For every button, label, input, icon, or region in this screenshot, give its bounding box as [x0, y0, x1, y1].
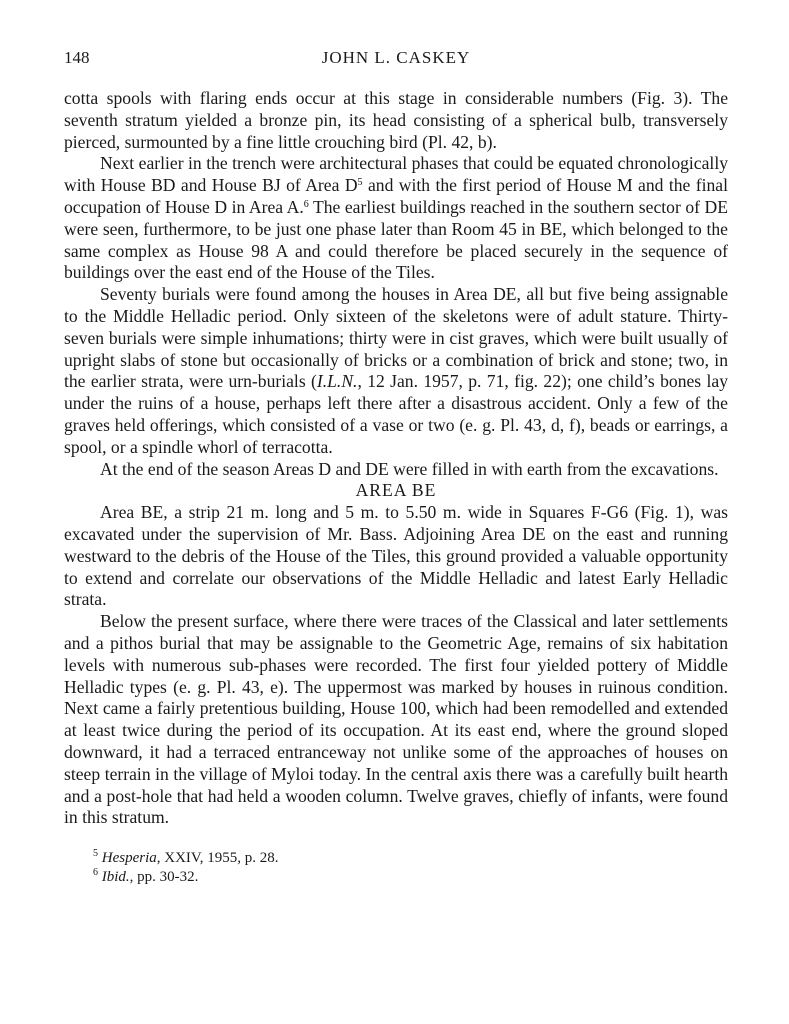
footnote-5	[64, 849, 728, 868]
body-text	[64, 88, 728, 829]
paragraph-3-part-b: , 12 Jan. 1957, p. 71, fig. 22); one child’s bones lay under the ruins of a house, perhaps left there after a disastrous accident. Only a few of the graves held offerings, which consisted of a vase or two (e. g. Pl. 43, d, f), beads or earrings, a spool, or a spindle whorl of terracotta.	[64, 371, 728, 457]
paragraph-5: Area BE, a strip 21 m. long and 5 m. to 5.50 m. wide in Squares F-G6 (Fig. 1), was excavated under the supervision of Mr. Bass. Adjoining Area DE on the east and running westward to the debris of the House of the Tiles, this ground provided a valuable opportunity to extend and correlate our observations of the Middle Helladic and latest Early Helladic strata.	[64, 502, 728, 610]
page-number: 148	[64, 48, 90, 67]
section-heading: AREA BE	[355, 480, 437, 501]
paragraph-3-part-a: Seventy burials were found among the houses in Area DE, all but five being assignable to the Middle Helladic period. Only sixteen of the skeletons were of adult stature. Thirty-seven burials were simple inhumations; thirty were in cist graves, which were built usually of upright slabs of stone but occasionally of bricks or a combination of brick and stone; two, in the earlier strata, were urn-burials (	[64, 284, 728, 392]
paragraph-3	[64, 284, 728, 458]
footnote-ref-6: 6	[303, 198, 309, 210]
page	[64, 48, 728, 887]
footnote-6-text: , pp. 30-32.	[129, 869, 199, 886]
footnote-5-title: Hesperia	[101, 850, 157, 867]
running-head: JOHN L. CASKEY	[321, 48, 471, 67]
paragraph-4: At the end of the season Areas D and DE were filled in with earth from the excavations.	[100, 458, 719, 479]
footnote-ref-5: 5	[357, 177, 363, 189]
paragraph-3-italic-citation: I.L.N.	[316, 371, 358, 392]
paragraph-6: Below the present surface, where there were traces of the Classical and later settlements and a pithos burial that may be assignable to the Geometric Age, remains of six habitation levels with numerous sub-phases were recorded. The first four yielded pottery of Middle Helladic types (e. g. Pl. 43, e). The uppermost was marked by houses in ruinous condition. Next came a fairly pretentious building, House 100, which had been remodelled and extended at least twice during the period of its occupation. At its east end, where the ground sloped downward, it had a terraced entranceway not unlike some of the approaches of houses on steep terrain in the village of Myloi today. In the central axis there was a carefully built hearth and a post-hole that had held a wooden column. Twelve graves, chiefly of infants, were found in this stratum.	[64, 611, 728, 828]
footnotes	[64, 849, 728, 887]
footnote-5-text: , XXIV, 1955, p. 28.	[156, 850, 279, 867]
page-header	[64, 48, 728, 74]
footnote-6-title: Ibid.	[101, 869, 130, 886]
footnote-6	[64, 868, 728, 887]
paragraph-2	[64, 153, 728, 284]
paragraph-2-part-c: The earliest buildings reached in the southern sector of DE were seen, furthermore, to be just one phase later than Room 45 in BE, which belonged to the same complex as House 98 A and could therefore be placed securely in the sequence of buildings over the east end of the House of the Tiles.	[64, 196, 728, 283]
paragraph-2-part-a: Next earlier in the trench were architectural phases that could be equated chronologically with House BD and House BJ of Area D	[64, 153, 728, 196]
footnote-5-mark: 5	[93, 848, 98, 860]
paragraph-1: cotta spools with flaring ends occur at this stage in considerable numbers (Fig. 3). The seventh stratum yielded a bronze pin, its head consisting of a spherical bulb, transversely pierced, surmounted by a fine little crouching bird (Pl. 42, b).	[64, 88, 728, 152]
paragraph-2-part-b: and with the first period of House M and the final occupation of House D in Area A.	[64, 175, 729, 217]
footnote-6-mark: 6	[93, 867, 98, 879]
